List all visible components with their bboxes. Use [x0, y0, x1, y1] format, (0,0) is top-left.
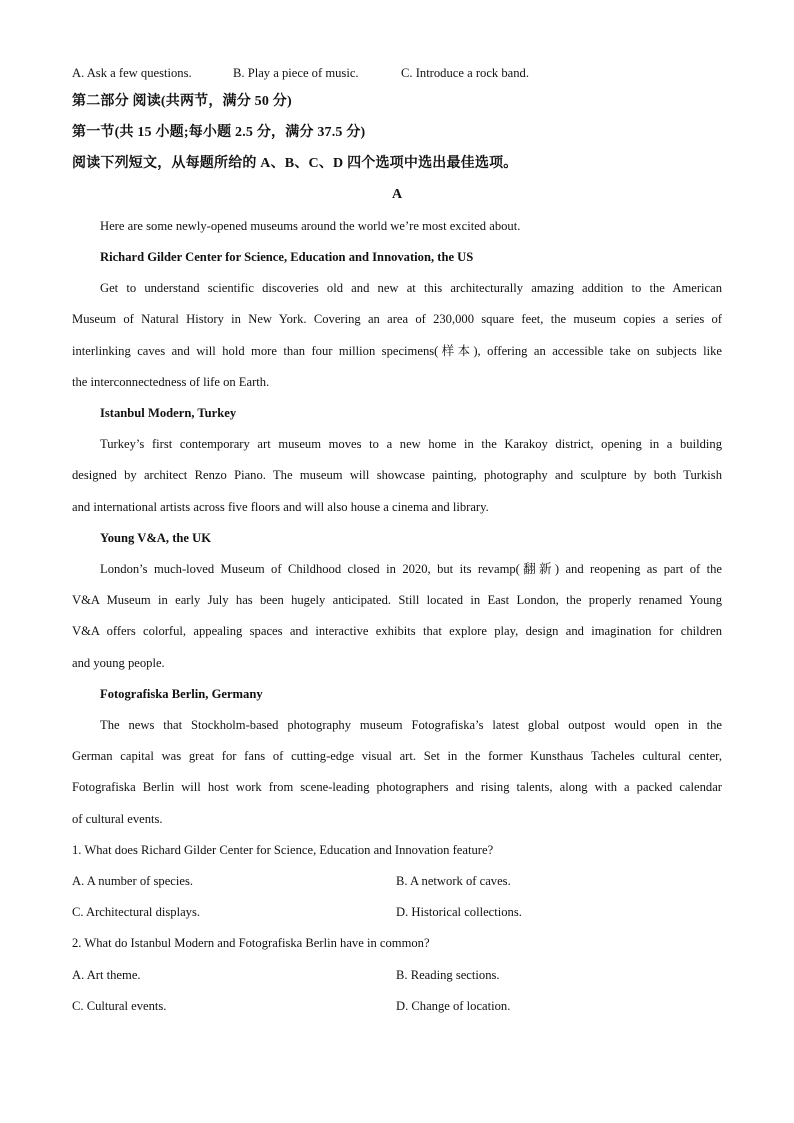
- paragraph-line: V&A offers colorful, appealing spaces and interactive exhibits that explore play, design and imagination for children: [72, 624, 722, 638]
- paragraph-line: London’s much-loved Museum of Childhood closed in 2020, but its revamp(翻新) and reopening as part of the: [100, 562, 722, 576]
- museum-heading: Young V&A, the UK: [100, 531, 212, 545]
- option-b: B. Reading sections.: [396, 968, 500, 982]
- instruction: 阅读下列短文，从每题所给的 A、B、C、D 四个选项中选出最佳选项。: [72, 156, 518, 171]
- answer-options-row: [72, 904, 722, 920]
- paragraph-line: Turkey’s first contemporary art museum moves to a new home in the Karakoy district, opening in a building: [100, 437, 722, 451]
- paragraph-line: the interconnectedness of life on Earth.: [72, 375, 270, 389]
- answer-options-row: [72, 998, 722, 1014]
- option-d: D. Historical collections.: [396, 905, 522, 919]
- option-b: B. A network of caves.: [396, 874, 511, 888]
- paragraph-line: and young people.: [72, 656, 165, 670]
- section-heading: 第一节(共 15 小题;每小题 2.5 分，满分 37.5 分): [72, 125, 366, 140]
- intro-paragraph: Here are some newly-opened museums around the world we’re most excited about.: [100, 219, 521, 233]
- paragraph-line: German capital was great for fans of cutting-edge visual art. Set in the former Kunsthaus Tacheles cultural center,: [72, 749, 722, 763]
- question-stem: 1. What does Richard Gilder Center for Science, Education and Innovation feature?: [72, 843, 494, 857]
- option-a: A. Art theme.: [72, 968, 141, 982]
- option-d: D. Change of location.: [396, 999, 511, 1013]
- paragraph-line: Fotografiska Berlin will host work from scene-leading photographers and rising talents, along with a packed calendar: [72, 780, 722, 794]
- answer-options-row: [72, 967, 722, 983]
- option-a: A. Ask a few questions.: [72, 66, 192, 80]
- option-c: C. Architectural displays.: [72, 905, 201, 919]
- option-c: C. Cultural events.: [72, 999, 167, 1013]
- passage-label: A: [391, 187, 403, 202]
- museum-heading: Istanbul Modern, Turkey: [100, 406, 237, 420]
- question-stem: 2. What do Istanbul Modern and Fotografiska Berlin have in common?: [72, 936, 430, 950]
- option-c: C. Introduce a rock band.: [401, 66, 529, 80]
- paragraph-line: interlinking caves and will hold more than four million specimens(样本), offering an accessible take on subjects like: [72, 344, 722, 358]
- option-b: B. Play a piece of music.: [233, 66, 359, 80]
- paragraph-line: Get to understand scientific discoveries old and new at this architecturally amazing addition to the American: [100, 281, 722, 295]
- paragraph-line: The news that Stockholm-based photography museum Fotografiska’s latest global outpost would open in the: [100, 718, 722, 732]
- paragraph-line: and international artists across five floors and will also house a cinema and library.: [72, 500, 489, 514]
- option-a: A. A number of species.: [72, 874, 194, 888]
- answer-options-row: [72, 873, 722, 889]
- paragraph-line: of cultural events.: [72, 812, 163, 826]
- paragraph-line: designed by architect Renzo Piano. The museum will showcase painting, photography and sculpture by both Turkish: [72, 468, 722, 482]
- paragraph-line: Museum of Natural History in New York. Covering an area of 230,000 square feet, the museum copies a series of: [72, 312, 722, 326]
- paragraph-line: V&A Museum in early July has been hugely anticipated. Still located in East London, the properly renamed Young: [72, 593, 722, 607]
- part-heading: 第二部分 阅读(共两节，满分 50 分): [72, 94, 292, 109]
- museum-heading: Richard Gilder Center for Science, Education and Innovation, the US: [100, 250, 474, 264]
- museum-heading: Fotografiska Berlin, Germany: [100, 687, 263, 701]
